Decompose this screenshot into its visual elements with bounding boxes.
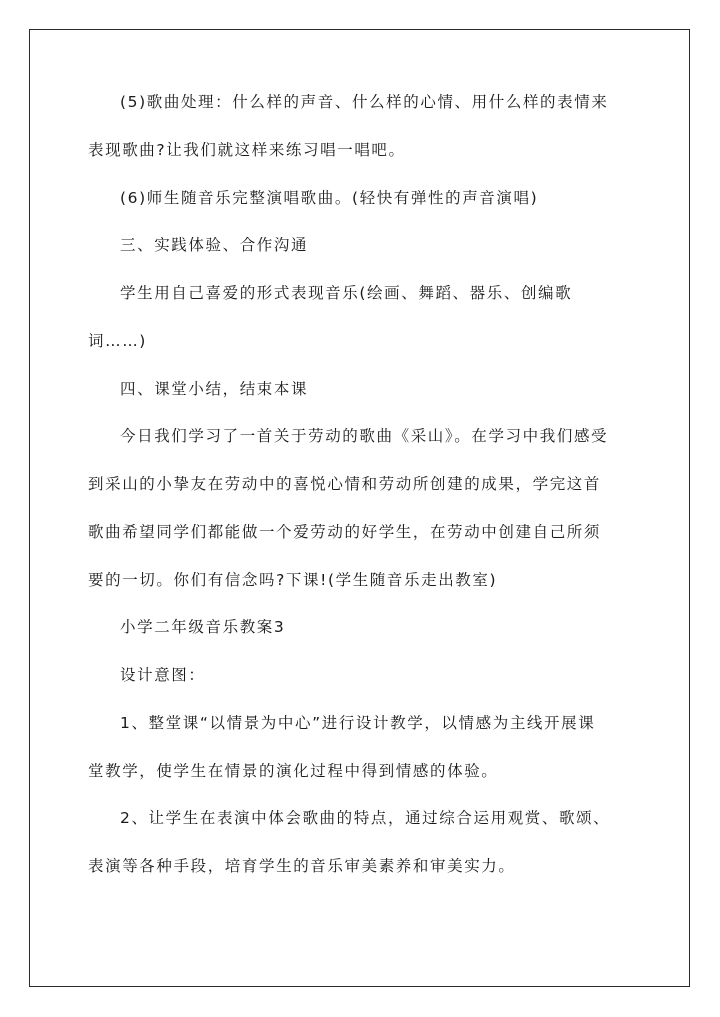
text-line: 要的一切。你们有信念吗?下课!(学生随音乐走出教室)	[88, 571, 498, 589]
text-line: 到采山的小挚友在劳动中的喜悦心情和劳动所创建的成果，学完这首	[88, 475, 602, 493]
text-line: 堂教学，使学生在情景的演化过程中得到情感的体验。	[88, 762, 499, 780]
text-line: 1、整堂课“以情景为中心”进行设计教学，以情感为主线开展课	[120, 714, 596, 732]
text-line: 表演等各种手段，培育学生的音乐审美素养和审美实力。	[88, 857, 516, 875]
text-line: 表现歌曲?让我们就这样来练习唱一唱吧。	[88, 141, 406, 159]
text-line: 词……)	[88, 332, 147, 350]
text-line: (5)歌曲处理：什么样的声音、什么样的心情、用什么样的表情来	[120, 93, 609, 111]
text-line: 歌曲希望同学们都能做一个爱劳动的好学生，在劳动中创建自己所须	[88, 523, 602, 541]
page-frame	[29, 29, 690, 987]
section-heading: 设计意图：	[120, 666, 206, 684]
text-line: 学生用自己喜爱的形式表现音乐(绘画、舞蹈、器乐、创编歌	[120, 284, 573, 302]
text-line: 今日我们学习了一首关于劳动的歌曲《采山》。在学习中我们感受	[120, 427, 609, 445]
section-heading: 三、实践体验、合作沟通	[120, 236, 309, 254]
text-line: (6)师生随音乐完整演唱歌曲。(轻快有弹性的声音演唱)	[120, 189, 539, 207]
section-heading: 四、课堂小结，结束本课	[120, 380, 309, 398]
lesson-title: 小学二年级音乐教案3	[120, 618, 286, 636]
text-line: 2、让学生在表演中体会歌曲的特点，通过综合运用观赏、歌颂、	[120, 809, 611, 827]
